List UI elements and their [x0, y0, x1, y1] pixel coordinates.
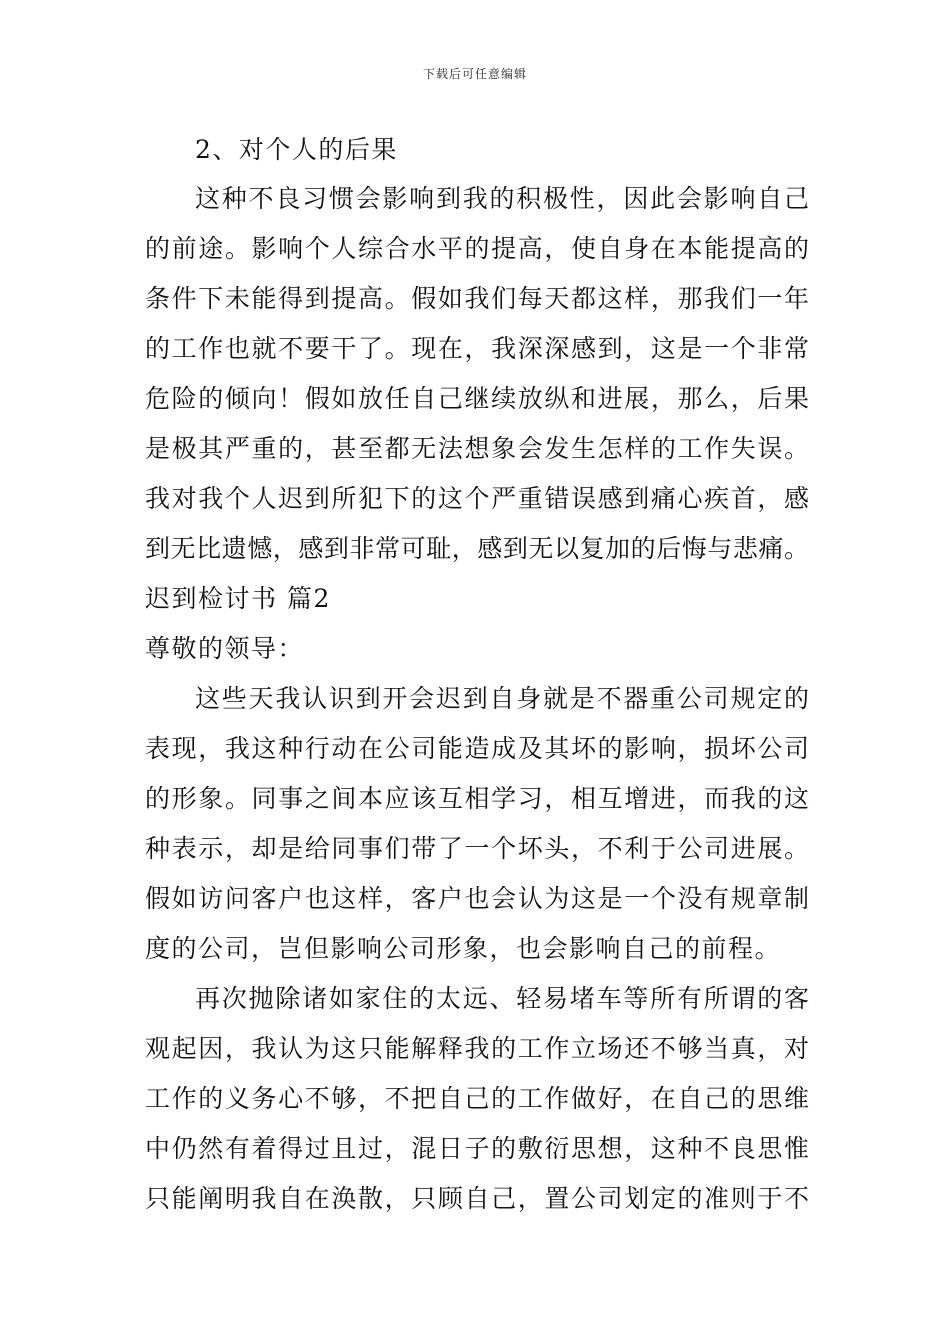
section-heading: 2、对个人的后果 — [195, 135, 398, 164]
paragraph-line: 危险的倾向！假如放任自己继续放纵和进展，那么，后果 — [145, 384, 809, 413]
paragraph-line: 的前途。影响个人综合水平的提高，使自身在本能提高的 — [145, 234, 809, 263]
paragraph-line: 再次抛除诸如家住的太远、轻易堵车等所有所谓的客 — [195, 984, 809, 1013]
paragraph-line: 度的公司，岂但影响公司形象，也会影响自己的前程。 — [145, 934, 782, 963]
salutation: 尊敬的领导： — [145, 634, 305, 663]
paragraph-line: 我对我个人迟到所犯下的这个严重错误感到痛心疾首，感 — [145, 484, 809, 513]
paragraph-line: 条件下未能得到提高。假如我们每天都这样，那我们一年 — [145, 284, 809, 313]
document-body — [145, 126, 809, 1224]
paragraph-line: 观起因，我认为这只能解释我的工作立场还不够当真，对 — [145, 1034, 809, 1063]
paragraph-line: 是极其严重的，甚至都无法想象会发生怎样的工作失误。 — [145, 434, 809, 463]
paragraph-line: 这种不良习惯会影响到我的积极性，因此会影响自己 — [195, 184, 809, 213]
paragraph-line: 中仍然有着得过且过，混日子的敷衍思想，这种不良思惟 — [145, 1134, 809, 1163]
paragraph-line: 假如访问客户也这样，客户也会认为这是一个没有规章制 — [145, 884, 809, 913]
paragraph-line: 的工作也就不要干了。现在，我深深感到，这是一个非常 — [145, 334, 809, 363]
article-title: 迟到检讨书 篇2 — [145, 584, 331, 613]
paragraph-line: 的形象。同事之间本应该互相学习，相互增进，而我的这 — [145, 784, 809, 813]
header-note: 下载后可任意编辑 — [422, 67, 527, 81]
paragraph-line: 工作的义务心不够，不把自己的工作做好，在自己的思维 — [145, 1084, 809, 1113]
paragraph-line: 种表示，却是给同事们带了一个坏头，不利于公司进展。 — [145, 834, 809, 863]
paragraph-line: 只能阐明我自在涣散，只顾自己，置公司划定的准则于不 — [145, 1184, 809, 1213]
paragraph-line: 到无比遗憾，感到非常可耻，感到无以复加的后悔与悲痛。 — [145, 534, 809, 563]
paragraph-line: 表现，我这种行动在公司能造成及其坏的影响，损坏公司 — [145, 734, 809, 763]
paragraph-line: 这些天我认识到开会迟到自身就是不器重公司规定的 — [195, 684, 809, 713]
